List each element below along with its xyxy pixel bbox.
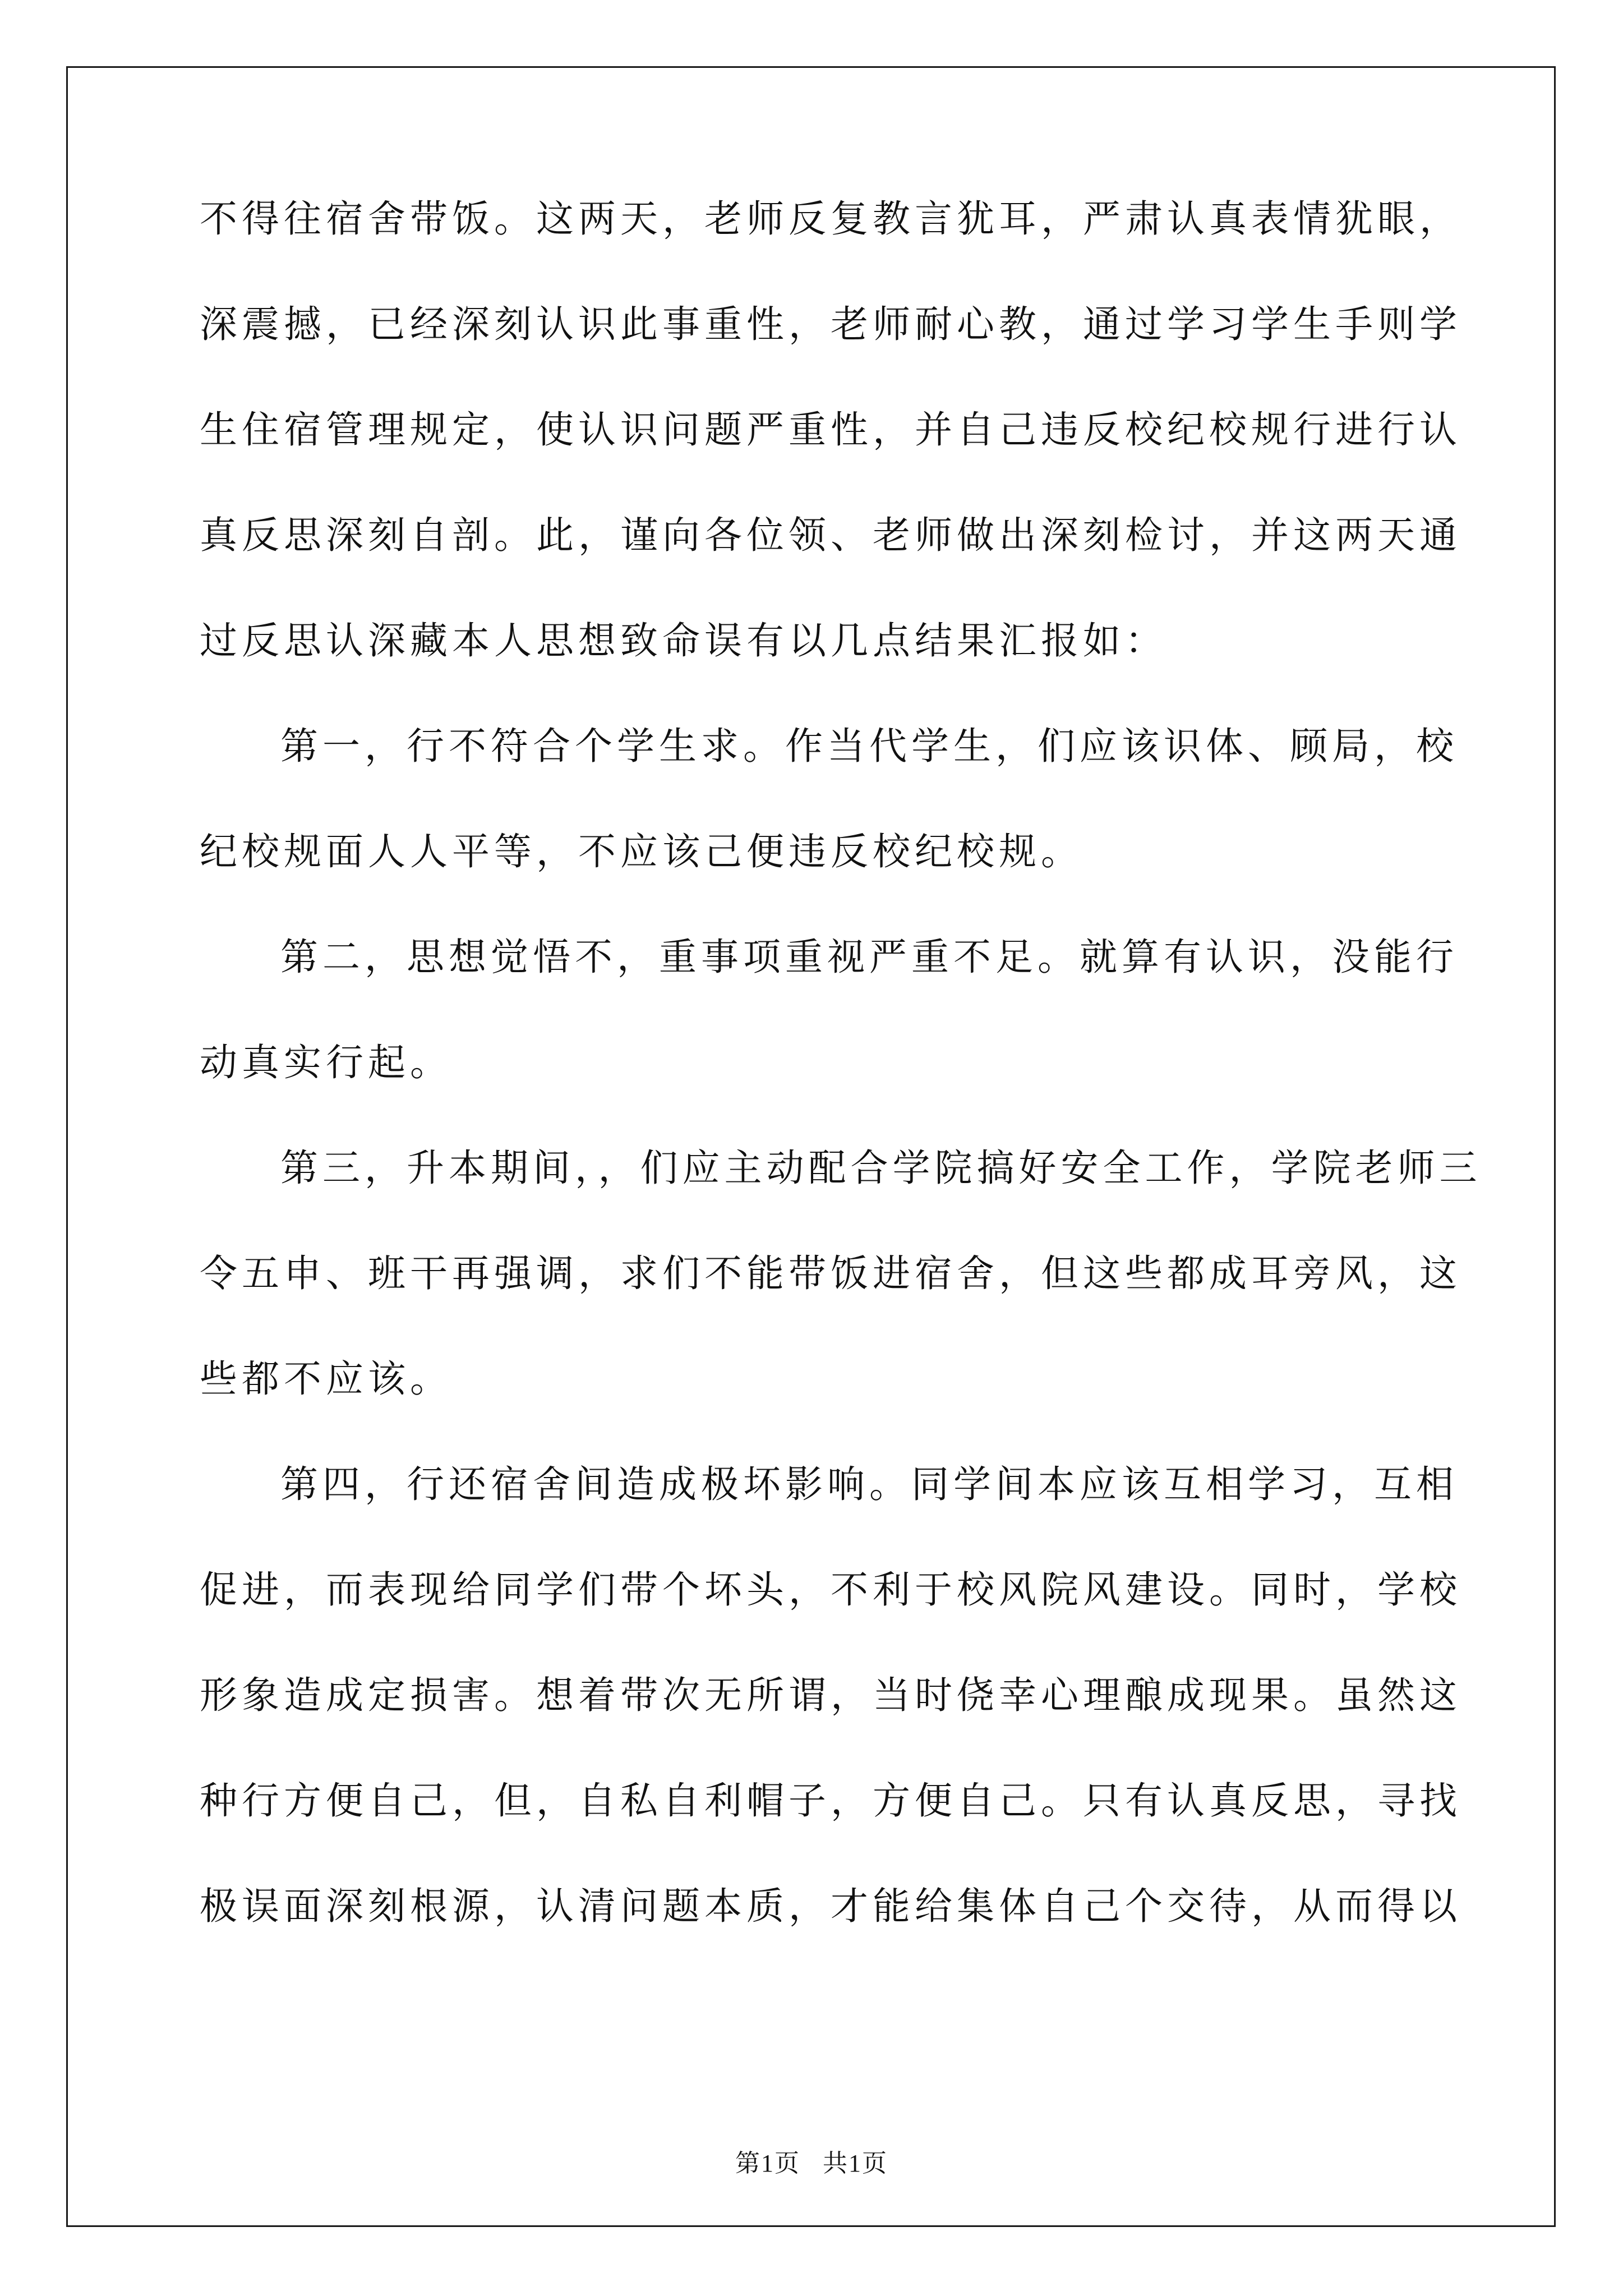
page-footer xyxy=(0,2143,1623,2179)
paragraph-first-line: 第四，行还宿舍间造成极坏影响。同学间本应该互相学习，互相 xyxy=(280,1462,1458,1506)
text-line: 过反思认深藏本人思想致命误有以几点结果汇报如： xyxy=(200,619,1167,662)
text-line: 促进，而表现给同学们带个坏头，不利于校风院风建设。同时，学校 xyxy=(200,1568,1461,1612)
paragraph-first-line: 第三，升本期间，，们应主动配合学院搞好安全工作，学院老师三 xyxy=(280,1146,1482,1190)
text-line: 不得往宿舍带饭。这两天，老师反复教言犹耳，严肃认真表情犹眼， xyxy=(200,197,1461,241)
text-line: 形象造成定损害。想着带次无所谓，当时侥幸心理酿成现果。虽然这 xyxy=(200,1673,1461,1717)
text-line: 深震撼，已经深刻认识此事重性，老师耐心教，通过学习学生手则学 xyxy=(200,302,1461,346)
text-line: 些都不应该。 xyxy=(200,1357,452,1401)
text-line: 生住宿管理规定，使认识问题严重性，并自己违反校纪校规行进行认 xyxy=(200,408,1461,452)
text-line: 极误面深刻根源，认清问题本质，才能给集体自己个交待，从而得以 xyxy=(200,1884,1461,1928)
page-number: 第1页 xyxy=(735,2150,800,2177)
text-line: 真反思深刻自剖。此，谨向各位领、老师做出深刻检讨，并这两天通 xyxy=(200,513,1461,557)
paragraph-first-line: 第二，思想觉悟不，重事项重视严重不足。就算有认识，没能行 xyxy=(280,935,1458,979)
text-line: 令五申、班干再强调，求们不能带饭进宿舍，但这些都成耳旁风，这 xyxy=(200,1251,1461,1295)
text-line: 动真实行起。 xyxy=(200,1041,452,1084)
text-line: 种行方便自己，但，自私自利帽子，方便自己。只有认真反思，寻找 xyxy=(200,1779,1461,1823)
paragraph-first-line: 第一，行不符合个学生求。作当代学生，们应该识体、顾局，校 xyxy=(280,724,1458,768)
text-line: 纪校规面人人平等，不应该己便违反校纪校规。 xyxy=(200,830,1083,873)
page-total: 共1页 xyxy=(823,2150,888,2177)
